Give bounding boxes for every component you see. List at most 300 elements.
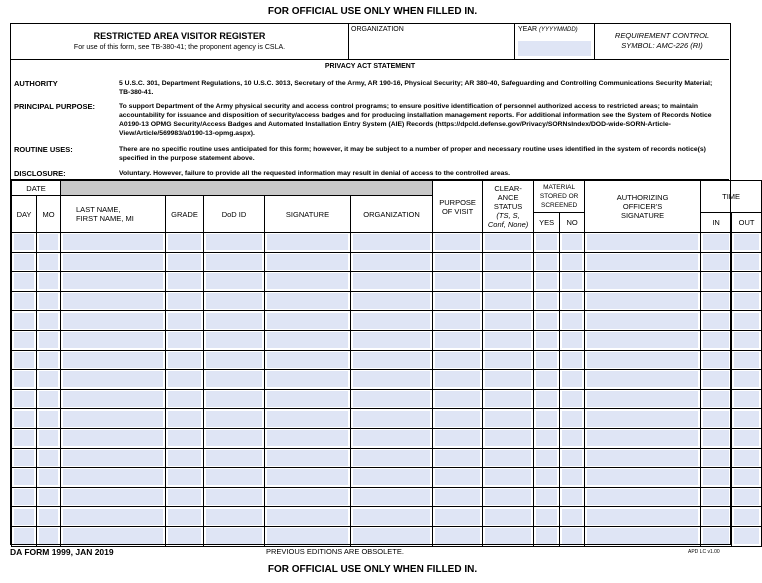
day-field[interactable] [14,332,34,348]
purpose-field[interactable] [435,430,480,446]
purpose-field[interactable] [435,528,480,544]
no-field[interactable] [562,430,582,446]
signature-field[interactable] [267,234,348,250]
grade-field[interactable] [168,509,201,525]
auth-h1: AUTHORIZING [616,193,669,202]
name-field[interactable] [63,234,163,250]
organization-field[interactable] [353,254,430,270]
authorizing-field[interactable] [587,332,698,348]
no-field[interactable] [562,352,582,368]
purpose-field[interactable] [435,371,480,387]
authorizing-field[interactable] [587,352,698,368]
clearance-field[interactable] [485,234,531,250]
in-field[interactable] [703,489,729,505]
day-cell [12,526,37,546]
table-row [12,507,762,527]
name-field[interactable] [63,254,163,270]
name-field[interactable] [63,509,163,525]
authorizing-field[interactable] [587,469,698,485]
out-field[interactable] [734,391,759,407]
purpose-field[interactable] [435,273,480,289]
organization-field[interactable] [353,391,430,407]
out-field[interactable] [734,430,759,446]
in-field[interactable] [703,371,729,387]
mo-field[interactable] [39,450,58,466]
name-field[interactable] [63,430,163,446]
in-cell [701,370,732,390]
no-field[interactable] [562,489,582,505]
no-field[interactable] [562,450,582,466]
yes-field[interactable] [536,332,557,348]
authorizing-field[interactable] [587,273,698,289]
year-field[interactable] [518,41,591,56]
yes-field[interactable] [536,391,557,407]
purpose-field[interactable] [435,352,480,368]
organization-field[interactable] [353,352,430,368]
signature-cell [265,468,351,488]
authorizing-field[interactable] [587,293,698,309]
purpose-field[interactable] [435,234,480,250]
clearance-field[interactable] [485,450,531,466]
purpose-field[interactable] [435,313,480,329]
privacy-heading: PRIVACY ACT STATEMENT [324,63,416,70]
organization-field[interactable] [353,528,430,544]
mo-field[interactable] [39,489,58,505]
yes-field[interactable] [536,489,557,505]
in-field[interactable] [703,234,729,250]
yes-field[interactable] [536,371,557,387]
organization-cell [351,272,433,292]
out-field[interactable] [734,234,759,250]
purpose-field[interactable] [435,509,480,525]
yes-field[interactable] [536,273,557,289]
mo-cell [37,448,61,468]
grade-field[interactable] [168,469,201,485]
grade-field[interactable] [168,234,201,250]
in-field[interactable] [703,411,729,427]
dodid-field[interactable] [206,273,262,289]
yes-field[interactable] [536,528,557,544]
clearance-field[interactable] [485,411,531,427]
name-cell [61,507,166,527]
signature-field[interactable] [267,254,348,270]
signature-field[interactable] [267,313,348,329]
day-field[interactable] [14,528,34,544]
name-field[interactable] [63,450,163,466]
grade-field[interactable] [168,411,201,427]
purpose-field[interactable] [435,469,480,485]
out-field[interactable] [734,273,759,289]
no-field[interactable] [562,411,582,427]
in-field[interactable] [703,391,729,407]
mo-cell [37,389,61,409]
authorizing-cell [585,526,701,546]
yes-field[interactable] [536,234,557,250]
signature-cell [265,428,351,448]
organization-cell [351,507,433,527]
header-shaded [61,181,433,196]
clear-h2: ANCE [497,193,519,202]
clearance-field[interactable] [485,273,531,289]
requirement-line-1: REQUIREMENT CONTROL [614,31,710,40]
name-field[interactable] [63,293,163,309]
day-field[interactable] [14,450,34,466]
yes-cell [534,311,560,331]
no-field[interactable] [562,313,582,329]
dodid-field[interactable] [206,528,262,544]
signature-field[interactable] [267,371,348,387]
purpose-field[interactable] [435,293,480,309]
no-field[interactable] [562,391,582,407]
day-field[interactable] [14,509,34,525]
yes-field[interactable] [536,430,557,446]
in-field[interactable] [703,430,729,446]
organization-field[interactable] [353,273,430,289]
yes-field[interactable] [536,293,557,309]
yes-field[interactable] [536,352,557,368]
signature-field[interactable] [267,273,348,289]
clearance-field[interactable] [485,469,531,485]
out-field[interactable] [734,489,759,505]
mo-field[interactable] [39,411,58,427]
yes-field[interactable] [536,509,557,525]
mo-field[interactable] [39,293,58,309]
table-row [12,311,762,331]
name-cell [61,526,166,546]
mo-field[interactable] [39,352,58,368]
dodid-field[interactable] [206,332,262,348]
organization-block [349,24,515,60]
out-field[interactable] [734,332,759,348]
day-field[interactable] [14,254,34,270]
authorizing-field[interactable] [587,234,698,250]
yes-field[interactable] [536,450,557,466]
organization-field[interactable] [353,469,430,485]
name-field[interactable] [63,469,163,485]
purpose-header [433,181,483,233]
grade-field[interactable] [168,254,201,270]
in-field[interactable] [703,254,729,270]
dodid-field[interactable] [206,313,262,329]
no-cell [560,468,585,488]
no-field[interactable] [562,332,582,348]
signature-field[interactable] [267,430,348,446]
clearance-field[interactable] [485,509,531,525]
organization-field[interactable] [353,313,430,329]
in-field[interactable] [703,293,729,309]
dodid-field[interactable] [206,430,262,446]
out-field[interactable] [734,352,759,368]
clearance-field[interactable] [485,430,531,446]
signature-field[interactable] [267,528,348,544]
clearance-field[interactable] [485,332,531,348]
no-field[interactable] [562,234,582,250]
organization-field[interactable] [353,450,430,466]
organization-field[interactable] [353,430,430,446]
mo-field[interactable] [39,371,58,387]
yes-cell [534,291,560,311]
in-field[interactable] [703,469,729,485]
no-field[interactable] [562,254,582,270]
out-field[interactable] [734,293,759,309]
authorizing-field[interactable] [587,313,698,329]
mo-cell [37,409,61,429]
out-field[interactable] [734,469,759,485]
yes-cell [534,233,560,253]
authority-text: 5 U.S.C. 301, Department Regulations, 10 U.S.C. 3013, Secretary of the Army, AR 190-16, Physical Security; AR 380-40, Safeguarding and Controlling Communications Security Material; TB-380-41. [119,80,713,96]
out-cell [732,389,762,409]
mo-field[interactable] [39,273,58,289]
mo-cell [37,311,61,331]
signature-field[interactable] [267,352,348,368]
purpose-field[interactable] [435,450,480,466]
signature-field[interactable] [267,469,348,485]
signature-cell [265,487,351,507]
grade-field[interactable] [168,313,201,329]
in-cell [701,233,732,253]
day-field[interactable] [14,313,34,329]
grade-cell [166,252,204,272]
clearance-cell [483,389,534,409]
no-field[interactable] [562,509,582,525]
out-field[interactable] [734,528,759,544]
dodid-cell [204,330,265,350]
clearance-field[interactable] [485,528,531,544]
purpose-h1: PURPOSE [439,197,476,207]
signature-field[interactable] [267,332,348,348]
purpose-field[interactable] [435,489,480,505]
grade-field[interactable] [168,430,201,446]
in-field[interactable] [703,450,729,466]
mo-field[interactable] [39,254,58,270]
out-header: OUT [732,213,762,233]
authorizing-cell [585,272,701,292]
in-field[interactable] [703,352,729,368]
mo-field[interactable] [39,313,58,329]
authorizing-field[interactable] [587,489,698,505]
organization-cell [351,468,433,488]
clearance-field[interactable] [485,313,531,329]
name-field[interactable] [63,411,163,427]
out-cell [732,487,762,507]
authorizing-field[interactable] [587,509,698,525]
in-cell [701,409,732,429]
table-row [12,330,762,350]
mo-field[interactable] [39,430,58,446]
dodid-field[interactable] [206,371,262,387]
organization-field[interactable] [353,234,430,250]
grade-field[interactable] [168,489,201,505]
mo-header: MO [37,196,61,233]
organization-field[interactable] [353,489,430,505]
dodid-field[interactable] [206,254,262,270]
in-field[interactable] [703,273,729,289]
mo-field[interactable] [39,332,58,348]
clearance-field[interactable] [485,352,531,368]
no-cell [560,233,585,253]
no-field[interactable] [562,469,582,485]
clearance-field[interactable] [485,254,531,270]
no-cell [560,448,585,468]
disclosure-text: Voluntary. However, failure to provide all the requested information may result in denial of access to the controlled areas. [119,170,511,177]
in-field[interactable] [703,509,729,525]
mo-field[interactable] [39,391,58,407]
out-cell [732,448,762,468]
mo-cell [37,428,61,448]
purpose-label: PRINCIPAL PURPOSE: [14,102,95,111]
dodid-field[interactable] [206,509,262,525]
grade-field[interactable] [168,391,201,407]
mo-field[interactable] [39,234,58,250]
day-cell [12,487,37,507]
dodid-field[interactable] [206,411,262,427]
name-field[interactable] [63,313,163,329]
out-field[interactable] [734,509,759,525]
grade-field[interactable] [168,528,201,544]
mo-field[interactable] [39,528,58,544]
no-field[interactable] [562,293,582,309]
grade-field[interactable] [168,352,201,368]
out-cell [732,311,762,331]
purpose-field[interactable] [435,411,480,427]
no-cell [560,272,585,292]
in-field[interactable] [703,528,729,544]
authorizing-field[interactable] [587,391,698,407]
dodid-cell [204,311,265,331]
yes-field[interactable] [536,254,557,270]
authorizing-field[interactable] [587,450,698,466]
grade-field[interactable] [168,273,201,289]
mo-field[interactable] [39,509,58,525]
purpose-cell [433,272,483,292]
no-field[interactable] [562,273,582,289]
dodid-cell [204,507,265,527]
day-field[interactable] [14,273,34,289]
clearance-field[interactable] [485,293,531,309]
dodid-field[interactable] [206,234,262,250]
name-field[interactable] [63,352,163,368]
in-field[interactable] [703,313,729,329]
authorizing-field[interactable] [587,254,698,270]
clear-h1: CLEAR- [494,184,522,193]
out-field[interactable] [734,450,759,466]
authorizing-cell [585,311,701,331]
out-field[interactable] [734,313,759,329]
organization-field[interactable] [353,332,430,348]
day-field[interactable] [14,293,34,309]
out-cell [732,350,762,370]
signature-cell [265,389,351,409]
signature-field[interactable] [267,411,348,427]
day-field[interactable] [14,469,34,485]
no-cell [560,350,585,370]
day-field[interactable] [14,391,34,407]
day-field[interactable] [14,234,34,250]
dodid-cell [204,428,265,448]
purpose-cell [433,311,483,331]
signature-field[interactable] [267,450,348,466]
no-field[interactable] [562,528,582,544]
name-field[interactable] [63,391,163,407]
signature-field[interactable] [267,391,348,407]
yes-field[interactable] [536,411,557,427]
signature-field[interactable] [267,293,348,309]
authorizing-field[interactable] [587,371,698,387]
no-field[interactable] [562,371,582,387]
signature-cell [265,350,351,370]
routine-text: There are no specific routine uses anticipated for this form; however, it may be subject to a number of proper and necessary routine uses identified in the system of records notice(s) specified in the purpose statement above. [119,146,706,162]
organization-field[interactable] [353,371,430,387]
authorizing-field[interactable] [587,430,698,446]
grade-field[interactable] [168,371,201,387]
signature-cell [265,507,351,527]
yes-field[interactable] [536,469,557,485]
name-field[interactable] [63,528,163,544]
purpose-field[interactable] [435,332,480,348]
clearance-field[interactable] [485,391,531,407]
dodid-field[interactable] [206,293,262,309]
name-field[interactable] [63,489,163,505]
purpose-field[interactable] [435,391,480,407]
day-field[interactable] [14,411,34,427]
purpose-cell [433,468,483,488]
organization-cell [351,330,433,350]
name-cell [61,487,166,507]
organization-field[interactable] [353,509,430,525]
signature-field[interactable] [267,509,348,525]
dodid-field[interactable] [206,391,262,407]
grade-field[interactable] [168,293,201,309]
in-field[interactable] [703,332,729,348]
name-field[interactable] [63,273,163,289]
authorizing-field[interactable] [587,528,698,544]
purpose-cell [433,526,483,546]
grade-field[interactable] [168,450,201,466]
out-cell [732,507,762,527]
yes-field[interactable] [536,313,557,329]
day-field[interactable] [14,489,34,505]
dodid-field[interactable] [206,469,262,485]
grade-field[interactable] [168,332,201,348]
name-field[interactable] [63,371,163,387]
day-cell [12,448,37,468]
dodid-cell [204,370,265,390]
out-field[interactable] [734,371,759,387]
authorizing-field[interactable] [587,411,698,427]
yes-cell [534,448,560,468]
mo-field[interactable] [39,469,58,485]
clearance-field[interactable] [485,489,531,505]
dodid-field[interactable] [206,489,262,505]
organization-field[interactable] [353,411,430,427]
day-field[interactable] [14,371,34,387]
day-field[interactable] [14,352,34,368]
no-cell [560,409,585,429]
clearance-field[interactable] [485,371,531,387]
out-field[interactable] [734,411,759,427]
dodid-field[interactable] [206,450,262,466]
name-field[interactable] [63,332,163,348]
authorizing-cell [585,487,701,507]
in-cell [701,311,732,331]
out-field[interactable] [734,254,759,270]
purpose-field[interactable] [435,254,480,270]
dodid-field[interactable] [206,352,262,368]
authorizing-cell [585,330,701,350]
day-field[interactable] [14,430,34,446]
organization-field[interactable] [353,293,430,309]
signature-field[interactable] [267,489,348,505]
